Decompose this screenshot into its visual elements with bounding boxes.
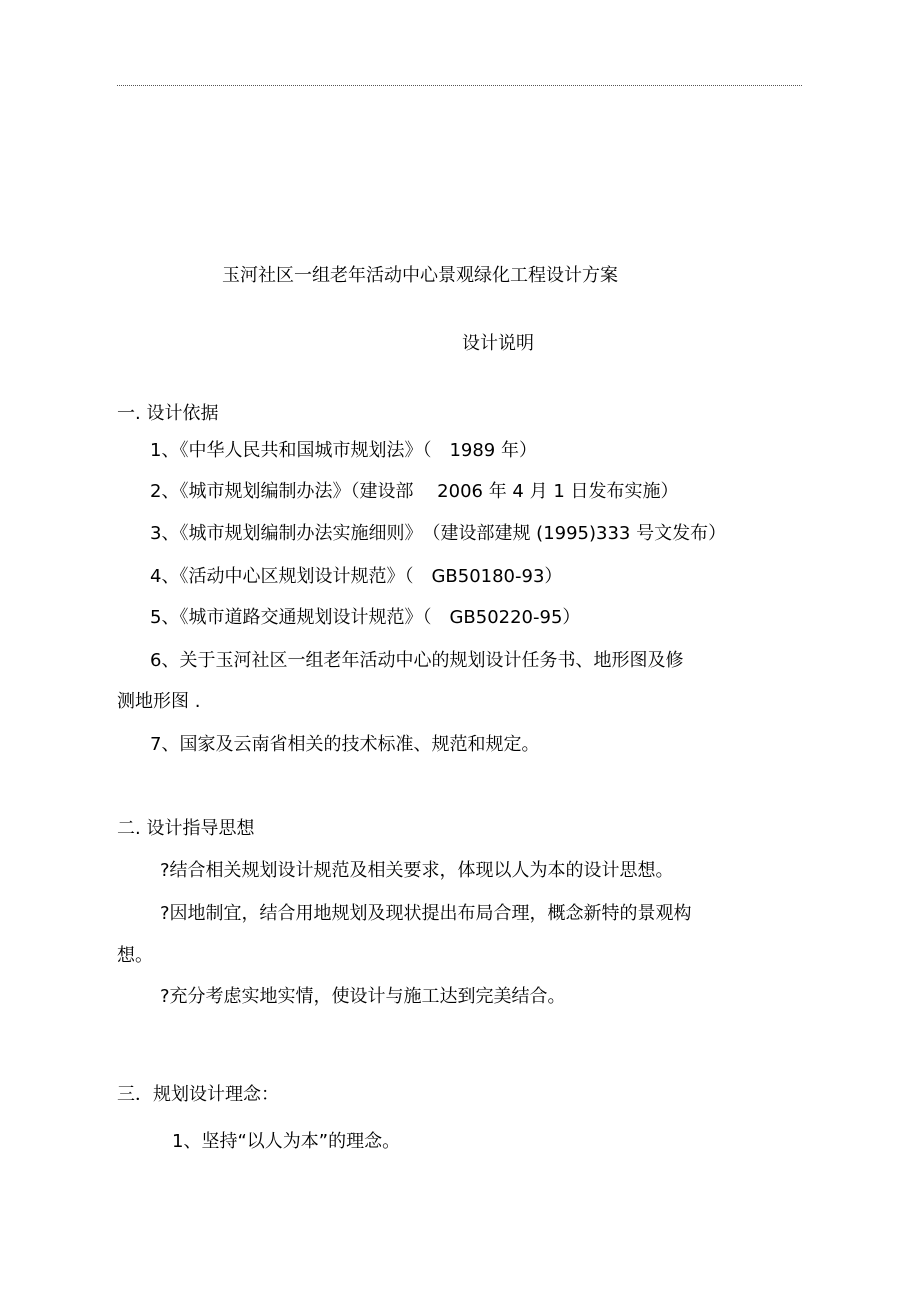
guiding-item-3: ?充分考虑实地实情，使设计与施工达到完美结合。: [160, 986, 566, 1007]
section-heading-basis: 一. 设计依据: [117, 403, 219, 424]
basis-item-6-continued: 测地形图 .: [117, 691, 201, 712]
guiding-item-1: ?结合相关规划设计规范及相关要求，体现以人为本的设计思想。: [160, 860, 674, 881]
guiding-item-2-continued: 想。: [117, 945, 153, 966]
basis-item-1: 1、《中华人民共和国城市规划法》（ 1989 年）: [150, 440, 537, 461]
basis-item-5: 5、《城市道路交通规划设计规范》（ GB50220-95）: [150, 607, 581, 628]
header-rule: [117, 85, 802, 86]
section-heading-guiding-ideas: 二. 设计指导思想: [117, 818, 255, 839]
basis-item-7: 7、国家及云南省相关的技术标准、规范和规定。: [150, 734, 540, 755]
document-title: 玉河社区一组老年活动中心景观绿化工程设计方案: [222, 265, 618, 286]
basis-item-2: 2、《城市规划编制办法》（建设部 2006 年 4 月 1 日发布实施）: [150, 481, 679, 502]
basis-item-6: 6、关于玉河社区一组老年活动中心的规划设计任务书、地形图及修: [150, 650, 684, 671]
guiding-item-2: ?因地制宜，结合用地规划及现状提出布局合理，概念新特的景观构: [160, 903, 692, 924]
document-subtitle: 设计说明: [462, 333, 534, 354]
concept-item-1: 1、坚持“以人为本”的理念。: [172, 1131, 401, 1152]
basis-item-4: 4、《活动中心区规划设计规范》（ GB50180-93）: [150, 566, 563, 587]
section-heading-concept: 三．规划设计理念：: [117, 1084, 279, 1105]
basis-item-3: 3、《城市规划编制办法实施细则》 （建设部建规 (1995)333 号文发布）: [150, 523, 727, 544]
